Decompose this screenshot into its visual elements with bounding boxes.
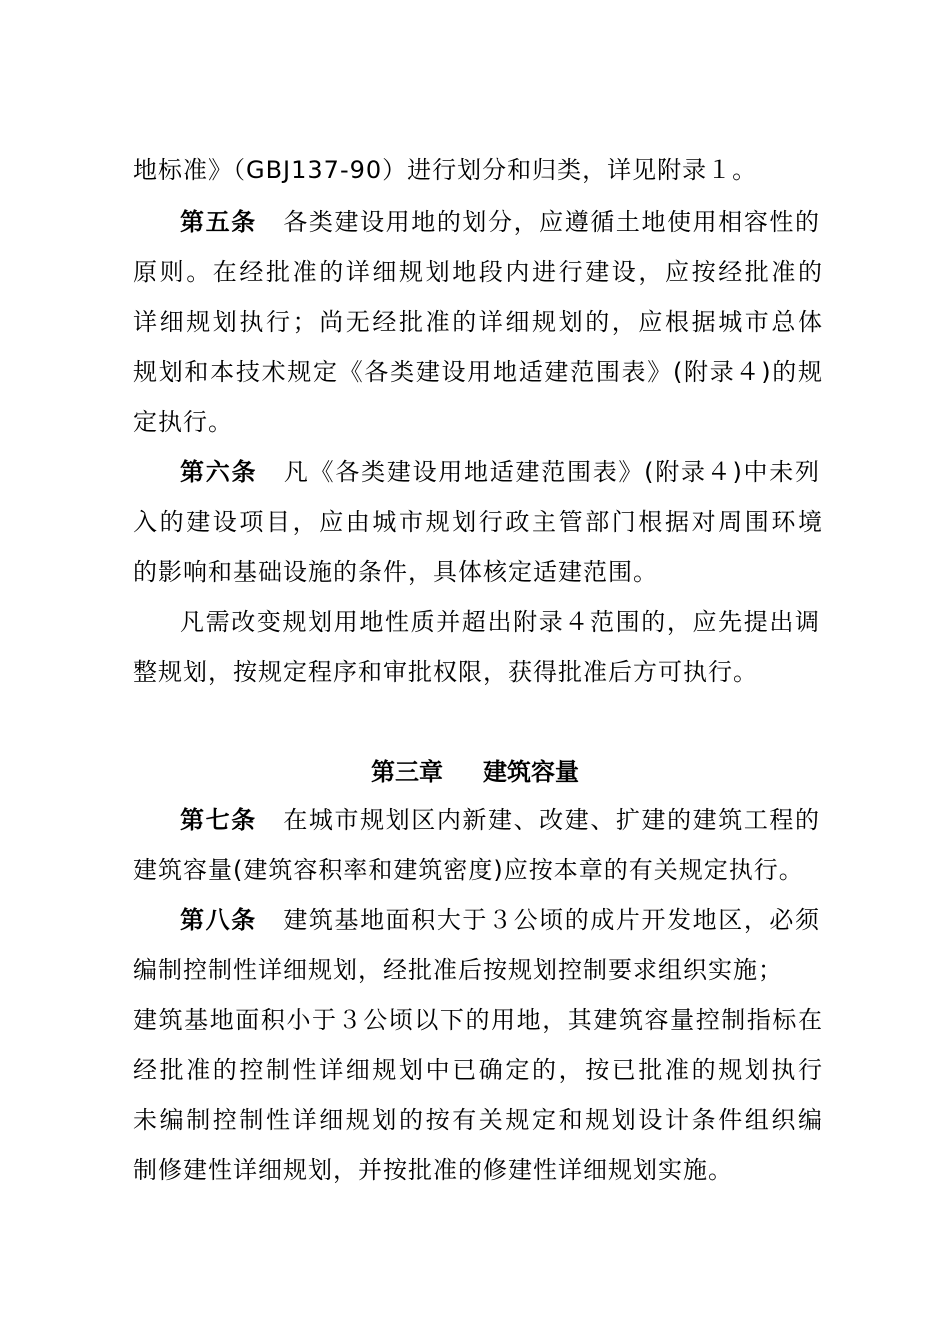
article-6-first-line	[180, 457, 820, 487]
article-5-line: 定执行。	[133, 408, 233, 436]
article-5-label: 第五条	[180, 208, 257, 236]
article-6-text: 凡《各类建设用地适建范围表》(附录４)中未列	[283, 458, 821, 486]
article-8-line: 未编制控制性详细规划的按有关规定和规划设计条件组织编	[133, 1106, 823, 1134]
article-8-line: 经批准的控制性详细规划中已确定的，按已批准的规划执行	[133, 1056, 823, 1084]
article-5-first-line	[180, 207, 820, 237]
article-7-first-line	[180, 805, 820, 835]
chapter-number: 第三章	[371, 758, 443, 786]
article-6-label: 第六条	[180, 458, 258, 486]
paragraph-line: 地标准》（GBJ137-90）进行划分和归类，详见附录１。	[133, 156, 758, 184]
article-8-label: 第八条	[180, 906, 257, 934]
chapter-heading	[0, 757, 950, 787]
article-8-line: 制修建性详细规划，并按批准的修建性详细规划实施。	[133, 1156, 733, 1184]
article-5-line: 详细规划执行；尚无经批准的详细规划的，应根据城市总体	[133, 308, 823, 336]
article-5-line: 规划和本技术规定《各类建设用地适建范围表》(附录４)的规	[133, 358, 823, 386]
article-6-line: 的影响和基础设施的条件，具体核定适建范围。	[133, 558, 658, 586]
chapter-title: 建筑容量	[483, 758, 579, 786]
article-7-text: 在城市规划区内新建、改建、扩建的建筑工程的	[282, 806, 820, 834]
article-7-line: 建筑容量(建筑容积率和建筑密度)应按本章的有关规定执行。	[133, 856, 804, 884]
article-7-label: 第七条	[180, 806, 257, 834]
article-6-line: 入的建设项目，应由城市规划行政主管部门根据对周围环境	[133, 508, 823, 536]
article-6-para2-line: 整规划，按规定程序和审批权限，获得批准后方可执行。	[133, 658, 758, 686]
article-8-line: 建筑基地面积小于３公顷以下的用地，其建筑容量控制指标在	[133, 1006, 823, 1034]
article-8-line: 编制控制性详细规划，经批准后按规划控制要求组织实施；	[133, 956, 783, 984]
article-8-first-line	[180, 905, 820, 935]
article-8-text: 建筑基地面积大于３公顷的成片开发地区，必须	[282, 906, 820, 934]
article-6-para2-first-line: 凡需改变规划用地性质并超出附录４范围的，应先提出调	[180, 608, 820, 636]
article-5-line: 原则。在经批准的详细规划地段内进行建设，应按经批准的	[133, 258, 823, 286]
article-5-text: 各类建设用地的划分，应遵循土地使用相容性的	[282, 208, 820, 236]
